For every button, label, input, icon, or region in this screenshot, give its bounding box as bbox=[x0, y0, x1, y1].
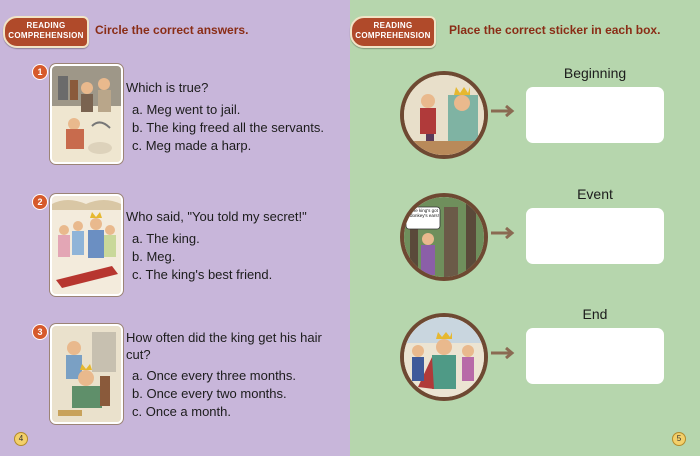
answer-option[interactable]: c. The king's best friend. bbox=[132, 267, 273, 282]
answer-option[interactable]: a. Once every three months. bbox=[132, 368, 297, 383]
banner-line-1: READING bbox=[373, 21, 413, 30]
banner-line-2: COMPREHENSION bbox=[8, 31, 84, 40]
page-number: 4 bbox=[14, 432, 28, 446]
arrow-right-icon bbox=[491, 105, 517, 117]
answer-option[interactable]: c. Meg made a harp. bbox=[132, 138, 252, 153]
answer-option[interactable]: c. Once a month. bbox=[132, 404, 231, 419]
question-1-illustration bbox=[50, 64, 123, 164]
question-2-illustration bbox=[50, 194, 123, 296]
speech-bubble-text: The king's got donkey's ears! bbox=[410, 208, 439, 218]
answer-option[interactable]: a. The king. bbox=[132, 231, 200, 246]
event-illustration bbox=[400, 193, 488, 281]
beginning-label: Beginning bbox=[563, 65, 627, 81]
question-number: 3 bbox=[32, 324, 48, 340]
arrow-right-icon bbox=[491, 347, 517, 359]
question-number: 2 bbox=[32, 194, 48, 210]
sticker-box-end[interactable] bbox=[526, 328, 664, 384]
question-number: 1 bbox=[32, 64, 48, 80]
instruction-text: Circle the correct answers. bbox=[95, 23, 249, 37]
beginning-illustration bbox=[400, 71, 488, 159]
event-label: Event bbox=[577, 186, 613, 202]
question-3-text: How often did the king get his hair cut? bbox=[126, 330, 322, 362]
end-label: End bbox=[582, 306, 608, 322]
sticker-box-beginning[interactable] bbox=[526, 87, 664, 143]
banner-line-1: READING bbox=[26, 21, 66, 30]
question-3-illustration bbox=[50, 324, 123, 424]
question-2-text: Who said, "You told my secret!" bbox=[126, 209, 307, 224]
end-illustration bbox=[400, 313, 488, 401]
instruction-text: Place the correct sticker in each box. bbox=[449, 23, 661, 37]
answer-option[interactable]: a. Meg went to jail. bbox=[132, 102, 241, 117]
answer-option[interactable]: b. Meg. bbox=[132, 249, 176, 264]
banner-line-2: COMPREHENSION bbox=[355, 31, 431, 40]
sticker-box-event[interactable] bbox=[526, 208, 664, 264]
answer-option[interactable]: b. The king freed all the servants. bbox=[132, 120, 324, 135]
reading-comprehension-banner bbox=[3, 16, 89, 48]
question-1-text: Which is true? bbox=[126, 80, 209, 95]
arrow-right-icon bbox=[491, 227, 517, 239]
right-page bbox=[350, 0, 700, 456]
answer-option[interactable]: b. Once every two months. bbox=[132, 386, 287, 401]
reading-comprehension-banner bbox=[350, 16, 436, 48]
page-number: 5 bbox=[672, 432, 686, 446]
